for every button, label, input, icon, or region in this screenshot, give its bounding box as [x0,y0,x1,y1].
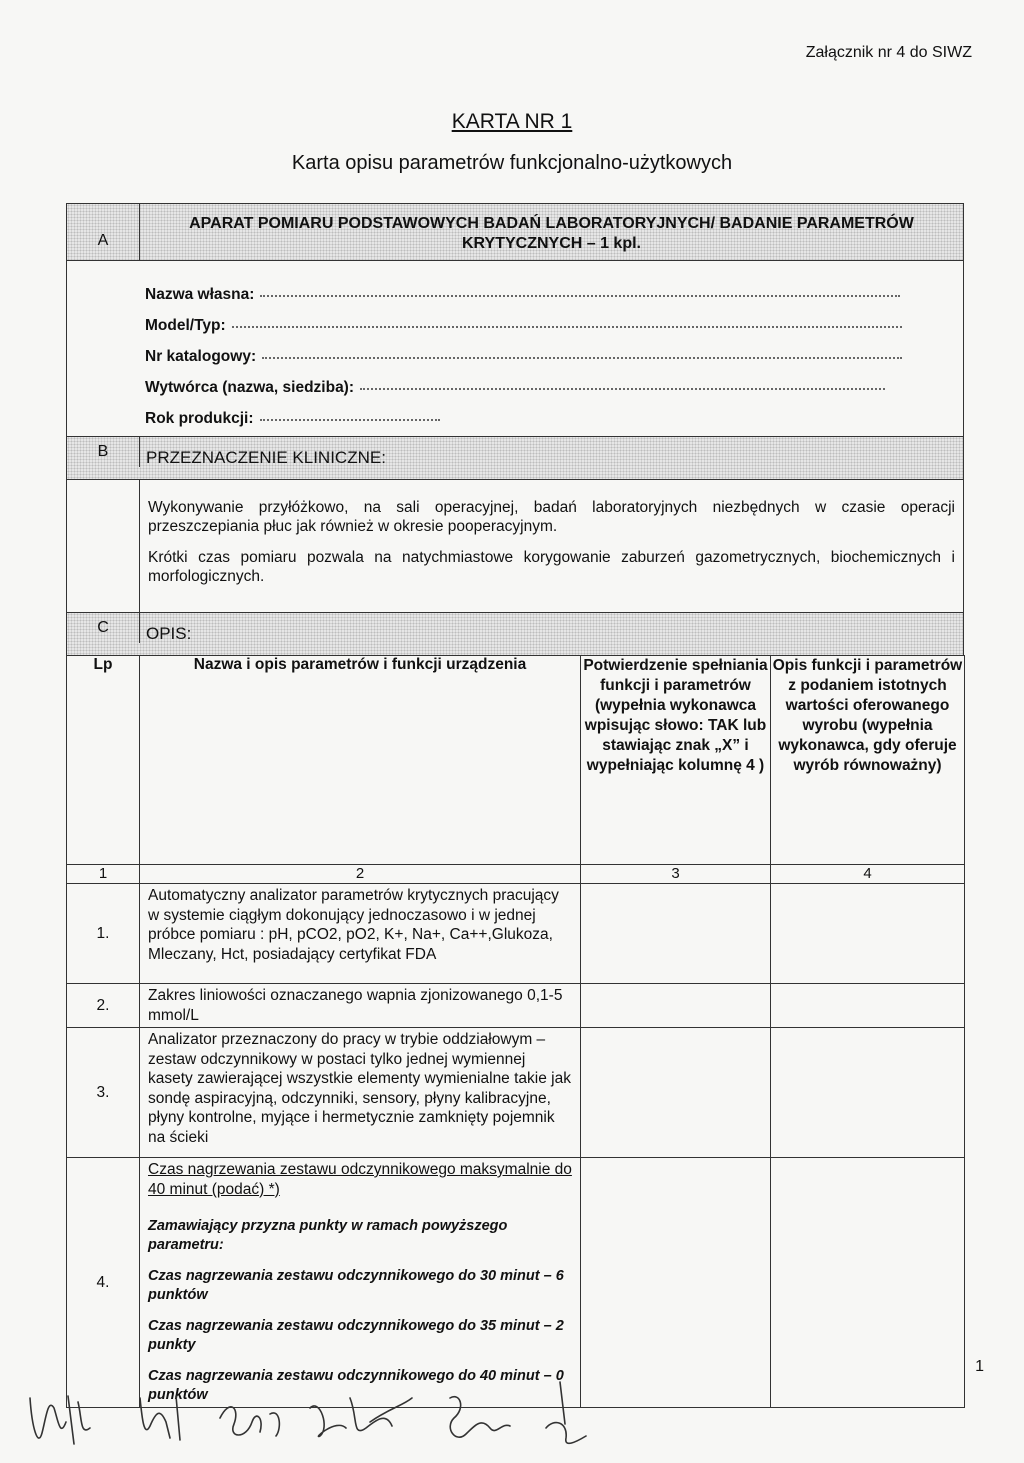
confirm-cell[interactable] [581,1028,771,1158]
row-lp: 4. [67,1158,140,1408]
parameters-table [66,655,965,1408]
field-catalog-number-label: Nr katalogowy: [145,348,257,365]
table-row [67,1028,965,1158]
field-catalog-number-dots [262,349,902,359]
row-text: Zakres liniowości oznaczanego wapnia zjonizowanego 0,1-5 mmol/L [140,984,581,1028]
field-own-name[interactable] [145,273,963,304]
confirm-cell[interactable] [581,1158,771,1408]
row-lp: 3. [67,1028,140,1158]
table-header-row [67,656,965,865]
field-model-type-label: Model/Typ: [145,317,226,334]
table-row [67,884,965,984]
row-text: Automatyczny analizator parametrów krytycznych pracujący w systemie ciągłym dokonujący jednoczasowo i w jednej próbce pomiaru : pH, pCO2, pO2, K+, Na+, Ca++,Glukoza, Mleczany, Hct, posiadający certyfikat FDA [140,884,581,984]
row-lp: 2. [67,984,140,1028]
form-sheet [66,203,964,1408]
scoring-item: Czas nagrzewania zestawu odczynnikowego do 35 minut – 2 punkty [148,1318,564,1353]
section-c-letter: C [67,613,140,643]
section-a-title [140,204,963,260]
field-manufacturer[interactable] [145,366,963,397]
description-cell[interactable] [771,1028,965,1158]
section-a-title-line2: KRYTYCZNYCH – 1 kpl. [462,235,641,252]
header-confirm: Potwierdzenie spełniania funkcji i parametrów (wypełnia wykonawca wpisując słowo: TAK lub stawiając znak „X” i wypełniając kolumnę 4 ) [581,656,771,865]
page-title: KARTA NR 1 [451,110,573,133]
description-cell[interactable] [771,884,965,984]
handwritten-signatures [20,1378,720,1458]
scoring-item: Czas nagrzewania zestawu odczynnikowego do 30 minut – 6 punktów [148,1268,564,1303]
field-model-type-dots [232,318,902,328]
field-production-year-label: Rok produkcji: [145,410,254,427]
field-catalog-number[interactable] [145,335,963,366]
scoring-block [148,1217,574,1405]
section-b-title: PRZEZNACZENIE KLINICZNE: [146,448,386,467]
section-c-header [66,612,964,655]
field-own-name-dots [260,287,900,297]
row-text: Analizator przeznaczony do pracy w trybie oddziałowym – zestaw odczynnikowy w postaci tylko jednej wymiennej kasety zawierającej wszystkie elementy wymienialne takie jak sondę aspiracyjną, odczynniki, sensory, płyny kalibracyjne, płyny kontrolne, myjące i hermetycznie zamknięty pojemnik na ścieki [140,1028,581,1158]
confirm-cell[interactable] [581,984,771,1028]
row-4-main-text: Czas nagrzewania zestawu odczynnikowego maksymalnie do 40 minut (podać) *) [148,1161,572,1198]
field-manufacturer-label: Wytwórca (nazwa, siedziba): [145,379,355,396]
header-name: Nazwa i opis parametrów i funkcji urządzenia [140,656,581,865]
table-row [67,984,965,1028]
attachment-label: Załącznik nr 4 do SIWZ [805,44,972,61]
clinical-purpose-para1: Wykonywanie przyłóżkowo, na sali operacyjnej, badań laboratoryjnych niezbędnych w czasie operacji przeszczepiania płuc jak również w okresie pooperacyjnym. [148,499,955,535]
section-a-letter: A [67,204,140,260]
scoring-intro: Zamawiający przyzna punkty w ramach powyższego parametru: [148,1218,508,1253]
field-production-year-dots [260,411,440,421]
col-number: 3 [581,865,771,884]
description-cell[interactable] [771,1158,965,1408]
field-own-name-label: Nazwa własna: [145,286,255,303]
clinical-purpose [66,479,964,612]
description-cell[interactable] [771,984,965,1028]
confirm-cell[interactable] [581,884,771,984]
clinical-purpose-para2: Krótki czas pomiaru pozwala na natychmiastowe korygowanie zaburzeń gazometrycznych, biochemicznych i morfologicznych. [148,549,955,585]
field-production-year[interactable] [145,397,963,428]
device-fields [66,260,964,436]
section-a-header [66,203,964,260]
section-c-title: OPIS: [146,624,192,643]
col-number: 1 [67,865,140,884]
section-b-header [66,436,964,479]
table-row [67,1158,965,1408]
col-number: 2 [140,865,581,884]
row-text [140,1158,581,1408]
scoring-item: Czas nagrzewania zestawu odczynnikowego do 40 minut – 0 punktów [148,1368,564,1403]
row-lp: 1. [67,884,140,984]
header-description: Opis funkcji i parametrów z podaniem istotnych wartości oferowanego wyrobu (wypełnia wykonawca, gdy oferuje wyrób równoważny) [771,656,965,865]
field-manufacturer-dots [360,380,885,390]
section-b-letter: B [67,437,140,467]
col-number: 4 [771,865,965,884]
column-number-row [67,865,965,884]
header-lp: Lp [67,656,140,865]
page-number: 1 [975,1358,984,1375]
page-subtitle: Karta opisu parametrów funkcjonalno-użytkowych [291,152,733,174]
field-model-type[interactable] [145,304,963,335]
section-a-title-line1: APARAT POMIARU PODSTAWOWYCH BADAŃ LABORATORYJNYCH/ BADANIE PARAMETRÓW [189,215,914,232]
